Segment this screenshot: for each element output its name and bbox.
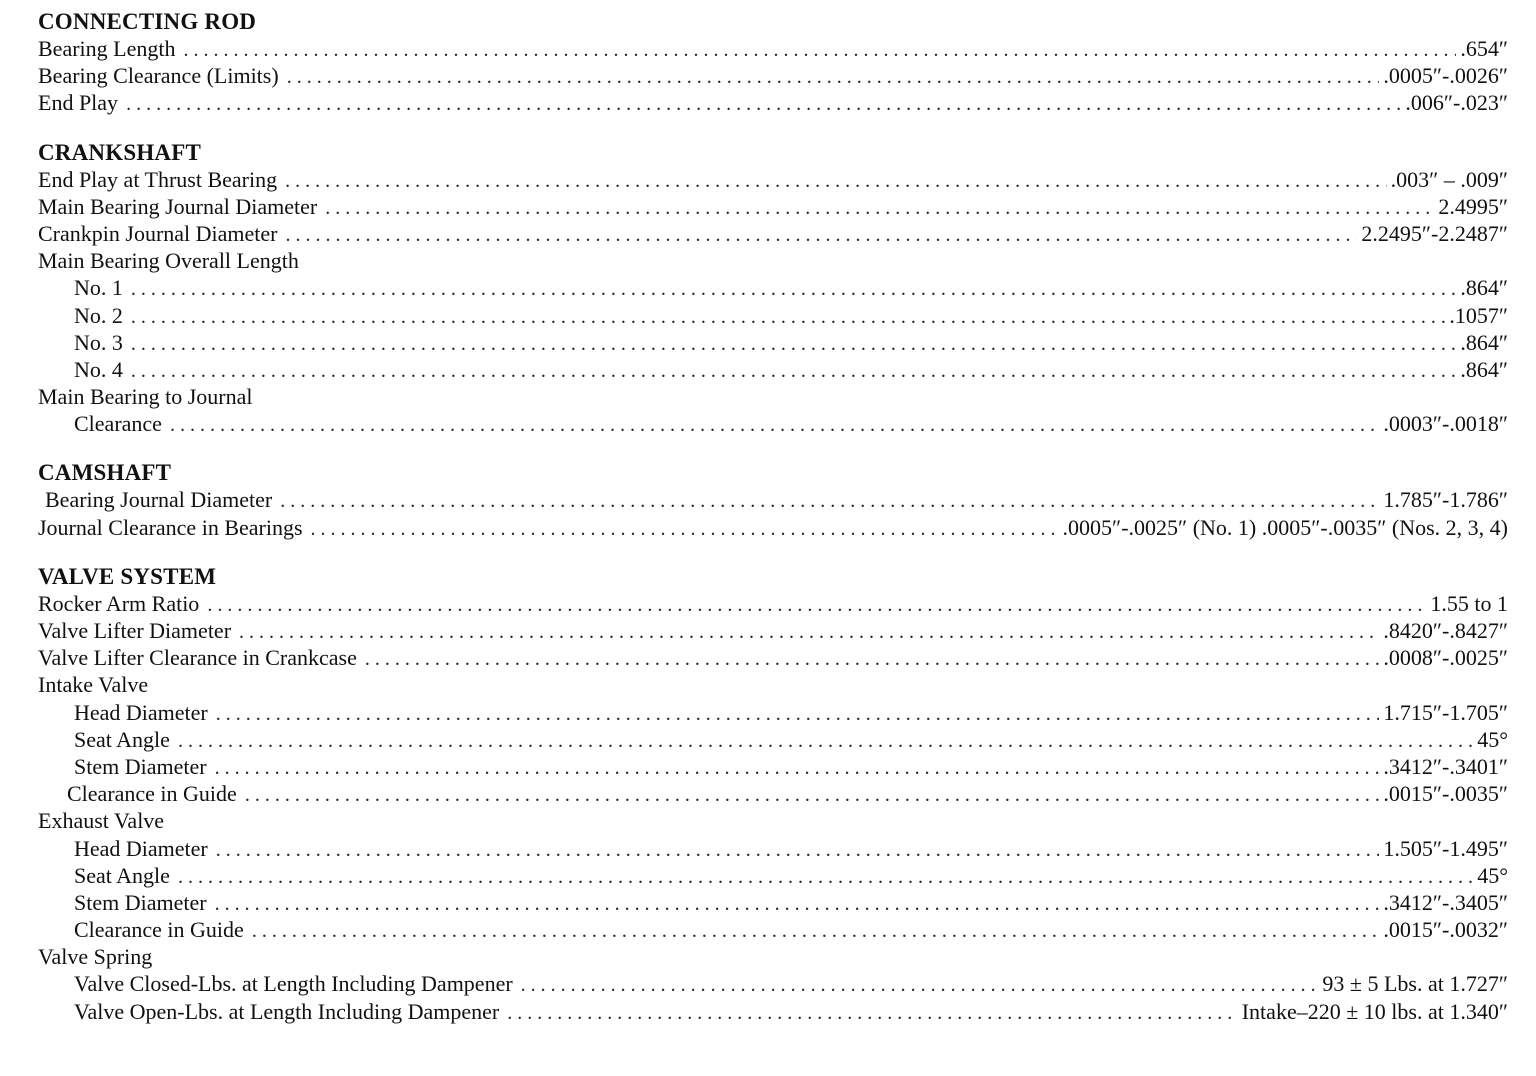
- spec-group-heading: [38, 807, 1508, 834]
- spec-group-heading: [38, 247, 1508, 274]
- dot-leader: [131, 358, 1456, 385]
- spec-label: Main Bearing Journal Diameter: [38, 193, 318, 219]
- spec-label: Intake Valve: [38, 672, 149, 698]
- spec-label: Seat Angle: [74, 726, 170, 752]
- spec-label: Exhaust Valve: [38, 808, 165, 834]
- spec-label: End Play: [38, 90, 119, 116]
- spec-row: [38, 329, 1508, 356]
- spec-label: No. 4: [74, 356, 123, 382]
- spec-label: Crankpin Journal Diameter: [38, 220, 278, 246]
- spec-row: [38, 193, 1508, 220]
- section-valve-system: [38, 563, 1508, 1025]
- spec-label: Valve Open-Lbs. at Length Including Dampener: [74, 998, 500, 1024]
- spec-value: .0008″-.0025″: [1383, 645, 1508, 671]
- dot-leader: [287, 64, 1380, 91]
- spec-label: Journal Clearance in Bearings: [38, 514, 303, 540]
- dot-leader: [216, 837, 1380, 864]
- dot-leader: [280, 488, 1379, 515]
- spec-value: .1057″: [1449, 302, 1508, 328]
- dot-leader: [178, 728, 1473, 755]
- spec-group-heading: [38, 383, 1508, 410]
- section-connecting-rod: [38, 8, 1508, 117]
- spec-row: [38, 726, 1508, 753]
- dot-leader: [365, 646, 1380, 673]
- dot-leader: [131, 331, 1456, 358]
- spec-group-heading: [38, 671, 1508, 698]
- spec-row: [38, 274, 1508, 301]
- spec-label: Main Bearing to Journal: [38, 384, 253, 410]
- spec-label: Head Diameter: [74, 699, 208, 725]
- spec-value: .654″: [1460, 36, 1508, 61]
- spec-label: Clearance in Guide: [67, 781, 237, 807]
- spec-label: Bearing Clearance (Limits): [38, 63, 279, 89]
- spec-value: 93 ± 5 Lbs. at 1.727″: [1322, 971, 1508, 997]
- spec-row: [38, 356, 1508, 383]
- spec-label: Main Bearing Overall Length: [38, 248, 299, 274]
- spec-row: [38, 644, 1508, 671]
- dot-leader: [285, 168, 1387, 195]
- spec-row: [38, 699, 1508, 726]
- spec-value: .0015″-.0032″: [1383, 917, 1508, 943]
- spec-label: No. 2: [74, 302, 123, 328]
- spec-row: [38, 970, 1508, 997]
- spec-label: Rocker Arm Ratio: [38, 590, 200, 616]
- spec-value: .864″: [1460, 356, 1508, 382]
- spec-label: Valve Lifter Clearance in Crankcase: [38, 645, 357, 671]
- spec-value: .3412″-.3401″: [1383, 753, 1508, 779]
- section-title: CRANKSHAFT: [38, 139, 202, 165]
- spec-row: [38, 617, 1508, 644]
- dot-leader: [126, 91, 1401, 118]
- section-camshaft: [38, 459, 1508, 540]
- dot-leader: [286, 222, 1358, 249]
- spec-value: .0005″-.0026″: [1383, 63, 1508, 89]
- spec-value: 1.785″-1.786″: [1383, 487, 1508, 513]
- dot-leader: [245, 782, 1380, 809]
- spec-row: [38, 889, 1508, 916]
- spec-value: 1.55 to 1: [1430, 590, 1508, 616]
- spec-group-heading: [38, 943, 1508, 970]
- section-title: CONNECTING ROD: [38, 9, 257, 34]
- dot-leader: [170, 412, 1379, 439]
- spec-row: [38, 35, 1508, 62]
- spec-label: End Play at Thrust Bearing: [38, 166, 278, 192]
- dot-leader: [207, 592, 1426, 619]
- spec-value: .006″-.023″: [1405, 90, 1508, 116]
- dot-leader: [507, 1000, 1238, 1027]
- spec-value: .003″ – .009″: [1390, 166, 1508, 192]
- dot-leader: [215, 755, 1380, 782]
- spec-label: Valve Closed-Lbs. at Length Including Dampener: [74, 971, 513, 997]
- spec-value: .0003″-.0018″: [1383, 411, 1508, 437]
- spec-row: [38, 916, 1508, 943]
- spec-value: .3412″-.3405″: [1383, 889, 1508, 915]
- spec-label: No. 3: [74, 329, 123, 355]
- spec-label: Valve Spring: [38, 944, 153, 970]
- spec-value: .864″: [1460, 329, 1508, 355]
- spec-value: Intake–220 ± 10 lbs. at 1.340″: [1241, 998, 1508, 1024]
- dot-leader: [131, 276, 1456, 303]
- spec-label: Valve Lifter Diameter: [38, 618, 232, 643]
- dot-leader: [183, 37, 1456, 64]
- spec-label: Stem Diameter: [74, 753, 207, 779]
- section-crankshaft: [38, 139, 1508, 438]
- spec-row: [38, 166, 1508, 193]
- spec-row: [38, 486, 1508, 513]
- spec-value: .864″: [1460, 275, 1508, 301]
- spec-label: No. 1: [74, 275, 123, 301]
- section-title: CAMSHAFT: [38, 460, 172, 486]
- spec-row: [38, 780, 1508, 807]
- dot-leader: [178, 864, 1473, 891]
- spec-label: Stem Diameter: [74, 889, 207, 915]
- spec-row: [38, 835, 1508, 862]
- spec-row: [38, 89, 1508, 116]
- dot-leader: [252, 918, 1380, 945]
- spec-value: 1.715″-1.705″: [1383, 699, 1508, 725]
- spec-row: [38, 410, 1508, 437]
- dot-leader: [216, 701, 1380, 728]
- spec-value: .0005″-.0025″ (No. 1) .0005″-.0035″ (Nos. 2, 3, 4): [1062, 514, 1508, 540]
- section-title: VALVE SYSTEM: [38, 563, 217, 589]
- dot-leader: [131, 304, 1445, 331]
- spec-value: 45°: [1477, 862, 1508, 888]
- spec-row: [38, 590, 1508, 617]
- spec-label: Bearing Journal Diameter: [45, 487, 273, 513]
- spec-row: [38, 302, 1508, 329]
- spec-value: 2.2495″-2.2487″: [1361, 220, 1508, 246]
- spec-row: [38, 998, 1508, 1025]
- spec-value: 45°: [1477, 726, 1508, 752]
- dot-leader: [215, 891, 1380, 918]
- spec-value: .8420″-.8427″: [1383, 618, 1508, 643]
- spec-label: Seat Angle: [74, 862, 170, 888]
- spec-row: [38, 220, 1508, 247]
- spec-row: [38, 753, 1508, 780]
- dot-leader: [325, 195, 1434, 222]
- spec-row: [38, 514, 1508, 541]
- dot-leader: [239, 619, 1379, 646]
- spec-label: Clearance in Guide: [74, 917, 244, 943]
- spec-value: 1.505″-1.495″: [1383, 835, 1508, 861]
- spec-value: .0015″-.0035″: [1383, 781, 1508, 807]
- spec-row: [38, 62, 1508, 89]
- spec-label: Clearance: [74, 411, 162, 437]
- spec-label: Bearing Length: [38, 36, 176, 61]
- dot-leader: [311, 516, 1059, 543]
- spec-row: [38, 862, 1508, 889]
- dot-leader: [521, 972, 1319, 999]
- spec-label: Head Diameter: [74, 835, 208, 861]
- spec-value: 2.4995″: [1438, 193, 1508, 219]
